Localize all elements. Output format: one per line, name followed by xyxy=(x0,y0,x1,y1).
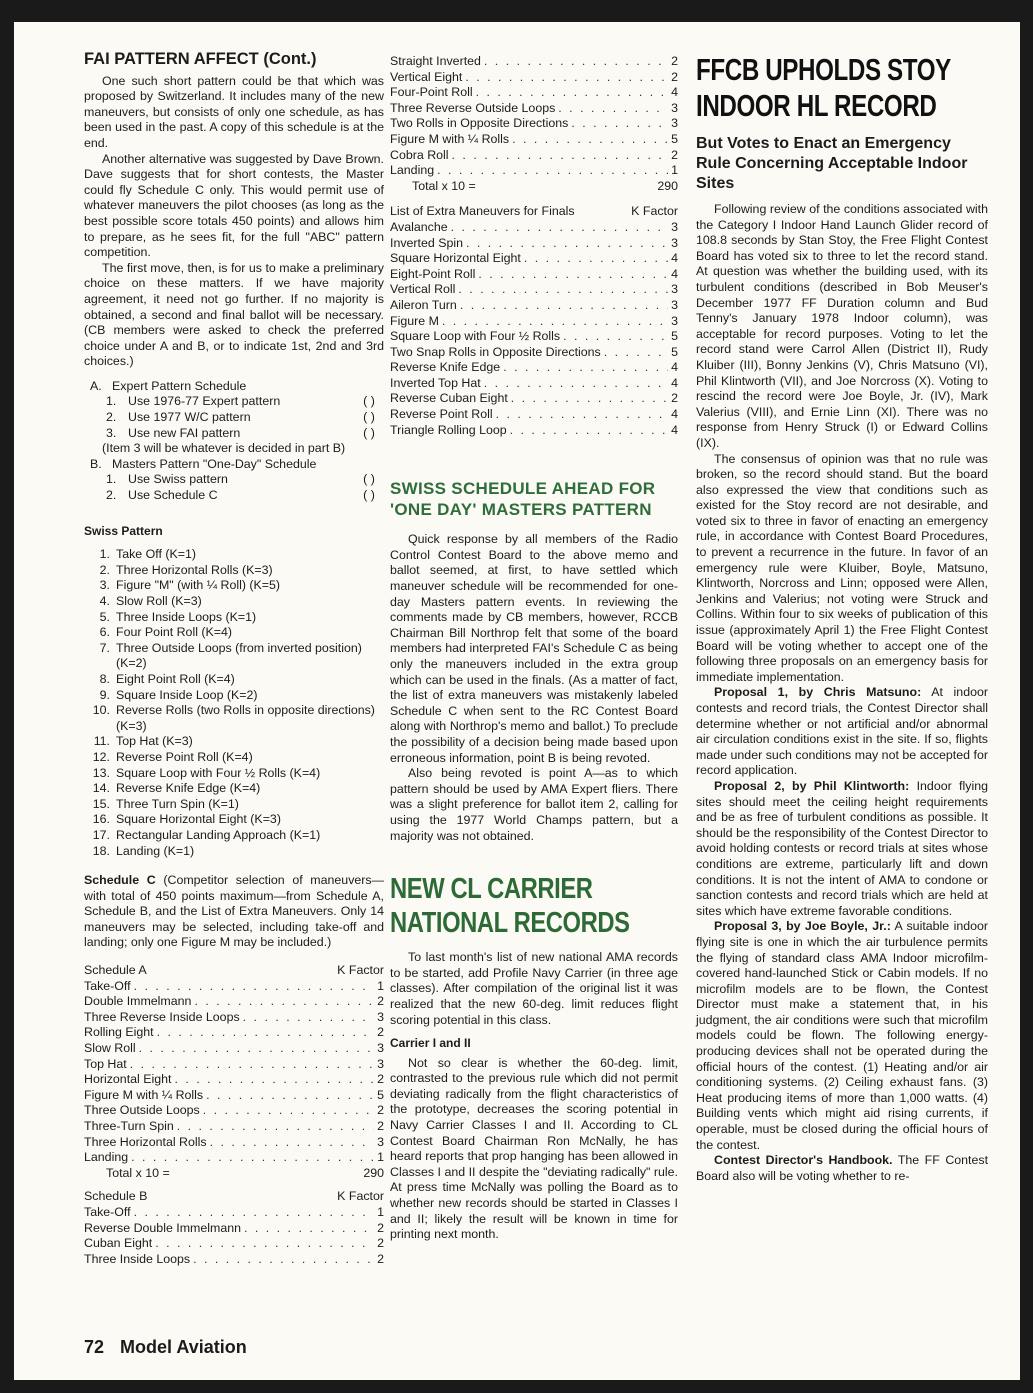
maneuver-name: Three-Turn Spin xyxy=(84,1119,174,1133)
maneuver-row xyxy=(390,101,678,117)
maneuver-name: Inverted Top Hat xyxy=(390,375,481,390)
k-factor-value: 1 xyxy=(377,1204,384,1219)
k-factor-value: 4 xyxy=(671,251,678,266)
k-factor-value: 2 xyxy=(671,69,678,84)
maneuver-row xyxy=(390,423,678,439)
swiss-maneuver xyxy=(84,734,384,750)
maneuver-name: Three Horizontal Rolls xyxy=(84,1134,207,1149)
ballot-item xyxy=(84,426,384,442)
maneuver-row xyxy=(84,1205,384,1221)
maneuver-row xyxy=(390,116,678,132)
k-factor-header: K Factor xyxy=(631,204,678,219)
k-factor-value: 2 xyxy=(377,994,384,1009)
ballot-text: (Item 3 will be whatever is decided in part B) xyxy=(102,441,346,456)
maneuver-row xyxy=(390,85,678,101)
ballot-checkbox: ( ) xyxy=(363,488,375,503)
ballot-text: Expert Pattern Schedule xyxy=(112,378,247,393)
ballot-number: 1. xyxy=(106,394,117,409)
maneuver-name: Slow Roll xyxy=(84,1041,136,1056)
maneuver-name: Figure M with ¼ Rolls xyxy=(390,131,510,146)
proposal-1 xyxy=(696,685,988,779)
list-number: 16. xyxy=(92,812,110,827)
maneuver-name: Triangle Rolling Loop xyxy=(390,422,507,437)
magazine-page xyxy=(14,22,1020,1380)
dot-leader xyxy=(206,1088,374,1104)
dot-leader xyxy=(604,345,668,361)
maneuver-name: Square Loop with Four ½ Rolls xyxy=(390,329,561,344)
maneuver-name: Aileron Turn xyxy=(390,297,457,312)
list-text: Square Inside Loop (K=2) xyxy=(116,687,258,702)
dot-leader xyxy=(155,1236,374,1252)
k-factor-value: 4 xyxy=(671,266,678,281)
ballot-item xyxy=(84,472,384,488)
swiss-maneuver xyxy=(84,672,384,688)
maneuver-name: Vertical Roll xyxy=(390,282,456,297)
maneuver-name: Cuban Eight xyxy=(84,1236,153,1251)
extra-maneuvers-table xyxy=(390,204,678,438)
k-factor-value: 2 xyxy=(377,1025,384,1040)
dot-leader xyxy=(466,236,668,252)
maneuver-row xyxy=(390,407,678,423)
maneuver-name: Figure M xyxy=(390,313,439,328)
proposal-2 xyxy=(696,779,988,919)
k-factor-value: 3 xyxy=(377,1009,384,1024)
dot-leader xyxy=(465,70,668,86)
maneuver-name: Avalanche xyxy=(390,219,448,234)
fai-heading: FAI PATTERN AFFECT (Cont.) xyxy=(84,50,317,68)
list-number: 10. xyxy=(92,703,110,718)
swiss-headline: SWISS SCHEDULE AHEAD FOR 'ONE DAY' MASTERS PATTERN xyxy=(390,479,656,520)
dot-leader xyxy=(139,1041,374,1057)
maneuver-row xyxy=(390,391,678,407)
proposal-3 xyxy=(696,919,988,1153)
dot-leader xyxy=(134,979,374,995)
paragraph: Also being revoted is point A—as to which pattern should be used by AMA Expert fliers. There was a slight preference for ballot item 2, calling for using the 1977 World Champs pattern, but a majority was not obtained. xyxy=(390,766,678,843)
swiss-maneuver xyxy=(84,578,384,594)
list-text: Three Inside Loops (K=1) xyxy=(116,609,257,624)
list-number: 2. xyxy=(99,562,110,577)
proposal-3-text: A suitable indoor flying site is one in which the air turbulence permits the flying of standard class AMA Indoor microfilm-covered hand-launched Stick or Cabin models. If no microfilm models are to be flown, the Contest Director must make a statement that, in his judgment, the air conditions were such that microfilm models could be flown. The following energy-producing devices shall not be operated during the official hours of the contest. (1) Heating and/or air conditioning systems. (2) Ceiling exhaust fans. (3) Heat producing items of more than 1,000 watts. (4) Building vents which might aid rising currents, if operable, must be closed during the official hours of the contest. xyxy=(696,919,989,1152)
k-factor-value: 2 xyxy=(671,54,678,68)
dot-leader xyxy=(134,1205,374,1221)
maneuver-row xyxy=(84,1072,384,1088)
maneuver-row xyxy=(390,267,678,283)
k-factor-value: 5 xyxy=(671,131,678,146)
maneuver-name: Reverse Cuban Eight xyxy=(390,391,508,406)
schedule-c-label: Schedule C xyxy=(84,873,156,888)
list-number: 6. xyxy=(99,625,110,640)
maneuver-name: Three Reverse Outside Loops xyxy=(390,100,556,115)
list-number: 7. xyxy=(99,640,110,655)
maneuver-name: Cobra Roll xyxy=(390,147,449,162)
maneuver-name: Reverse Knife Edge xyxy=(390,360,501,375)
column-left xyxy=(84,48,384,1267)
maneuver-row xyxy=(84,1119,384,1135)
maneuver-name: Rolling Eight xyxy=(84,1025,154,1040)
dot-leader xyxy=(177,1119,374,1135)
ffcb-subhead: But Votes to Enact an Emergency Rule Concerning Acceptable Indoor Sites xyxy=(696,135,968,192)
list-text: Reverse Point Roll (K=4) xyxy=(116,749,253,764)
ballot-item xyxy=(84,457,384,473)
k-factor-value: 3 xyxy=(377,1041,384,1056)
dot-leader xyxy=(460,298,668,314)
swiss-maneuver xyxy=(84,750,384,766)
cl-headline-line1: NEW CL CARRIER xyxy=(390,873,593,906)
ballot-checkbox: ( ) xyxy=(363,425,375,440)
k-factor-value: 2 xyxy=(671,147,678,162)
k-factor-value: 3 xyxy=(671,235,678,250)
list-number: 14. xyxy=(92,781,110,796)
magazine-name: Model Aviation xyxy=(120,1337,247,1357)
schedule-a-title: Schedule A xyxy=(84,963,147,978)
maneuver-row xyxy=(390,282,678,298)
maneuver-name: Take-Off xyxy=(84,1204,131,1219)
ballot-checkbox xyxy=(354,441,384,457)
dot-leader xyxy=(503,360,668,376)
total-label: Total x 10 = xyxy=(412,178,476,193)
extra-title: List of Extra Maneuvers for Finals xyxy=(390,204,575,219)
dot-leader xyxy=(484,376,668,392)
k-factor-header: K Factor xyxy=(337,1189,384,1204)
ffcb-headline-line2: INDOOR HL RECORD xyxy=(696,88,937,123)
swiss-maneuver xyxy=(84,828,384,844)
dot-leader xyxy=(243,1010,374,1026)
maneuver-name: Square Horizontal Eight xyxy=(390,251,521,266)
ballot-checkbox: ( ) xyxy=(363,394,375,409)
k-factor-value: 3 xyxy=(377,1134,384,1149)
maneuver-name: Double Immelmann xyxy=(84,994,192,1009)
swiss-maneuver xyxy=(84,547,384,563)
list-number: 13. xyxy=(92,765,110,780)
maneuver-row xyxy=(84,1103,384,1119)
swiss-pattern-list xyxy=(84,547,384,859)
maneuver-row xyxy=(84,1221,384,1237)
maneuver-row xyxy=(390,148,678,164)
column-right xyxy=(696,52,988,1184)
maneuver-row xyxy=(390,132,678,148)
list-text: Square Horizontal Eight (K=3) xyxy=(116,812,281,827)
ballot-number: A. xyxy=(90,378,102,393)
proposal-1-label: Proposal 1, by Chris Matsuno: xyxy=(714,685,922,700)
handbook-text: The FF Contest Board also will be voting whether to re- xyxy=(696,1153,989,1183)
list-number: 5. xyxy=(99,609,110,624)
list-text: Four Point Roll (K=4) xyxy=(116,625,233,640)
swiss-maneuver xyxy=(84,766,384,782)
k-factor-value: 1 xyxy=(377,978,384,993)
maneuver-row xyxy=(390,360,678,376)
ballot-item xyxy=(84,394,384,410)
swiss-maneuver xyxy=(84,610,384,626)
maneuver-row xyxy=(390,54,678,70)
handbook-label: Contest Director's Handbook. xyxy=(714,1153,893,1168)
ballot-text: Use Swiss pattern xyxy=(128,472,228,487)
k-factor-value: 4 xyxy=(671,360,678,375)
ballot-number: B. xyxy=(90,456,102,471)
maneuver-name: Horizontal Eight xyxy=(84,1072,172,1087)
paragraph: Quick response by all members of the Radio Control Contest Board to the above memo and ballot seemed, at first, to have settled which maneuver schedule will be recommended for one-day Masters pattern events. In reviewing the comments made by CB members, however, RCCB Chairman Bill Northrop felt that some of the board members had interpreted FAI's Schedule C as being only the maneuvers included in the extra group which can be used in the finals. (As a matter of fact, the list of extra maneuvers was mistakenly labeled Schedule C when sent to the RC Contest Board along with Northrop's memo and ballot.) To preclude the possibility of a decision being made based upon erroneous information, point B is being revoted. xyxy=(390,532,678,765)
k-factor-value: 2 xyxy=(377,1072,384,1087)
maneuver-name: Three Outside Loops xyxy=(84,1103,200,1118)
swiss-pattern-heading: Swiss Pattern xyxy=(84,523,163,538)
schedule-b-table xyxy=(84,1189,384,1267)
maneuver-name: Four-Point Roll xyxy=(390,85,473,100)
maneuver-name: Reverse Point Roll xyxy=(390,407,493,422)
dot-leader xyxy=(478,267,668,283)
list-number: 15. xyxy=(92,796,110,811)
ballot-item xyxy=(84,441,384,457)
ballot-number: 1. xyxy=(106,472,117,487)
list-text: Figure "M" (with ¼ Roll) (K=5) xyxy=(116,578,281,593)
dot-leader xyxy=(511,391,668,407)
k-factor-header: K Factor xyxy=(337,963,384,978)
k-factor-value: 3 xyxy=(671,297,678,312)
k-factor-value: 4 xyxy=(671,422,678,437)
list-text: Take Off (K=1) xyxy=(116,547,196,562)
maneuver-name: Figure M with ¼ Rolls xyxy=(84,1087,204,1102)
dot-leader xyxy=(571,116,668,132)
paragraph: To last month's list of new national AMA records to be started, add Profile Navy Carrier (in three age classes). After compilation of the original list it was realized that the new 60-deg. limit reduces flight scoring potential in this class. xyxy=(390,950,678,1027)
list-text: Landing (K=1) xyxy=(116,843,195,858)
swiss-maneuver xyxy=(84,563,384,579)
ballot-text: Use 1977 W/C pattern xyxy=(128,410,251,425)
swiss-maneuver xyxy=(84,797,384,813)
list-text: Three Horizontal Rolls (K=3) xyxy=(116,562,273,577)
maneuver-row xyxy=(84,1135,384,1151)
dot-leader xyxy=(130,1057,374,1073)
maneuver-row xyxy=(390,314,678,330)
maneuver-name: Three Reverse Inside Loops xyxy=(84,1009,240,1024)
dot-leader xyxy=(131,1150,374,1166)
maneuver-row xyxy=(84,1010,384,1026)
list-number: 17. xyxy=(92,827,110,842)
carrier-subhead: Carrier I and II xyxy=(390,1036,471,1051)
proposal-3-label: Proposal 3, by Joe Boyle, Jr.: xyxy=(714,919,891,934)
schedule-a-table xyxy=(84,963,384,1181)
total-value: 290 xyxy=(657,178,678,193)
ballot-text: Use new FAI pattern xyxy=(128,425,241,440)
maneuver-row xyxy=(390,163,678,179)
k-factor-value: 2 xyxy=(377,1236,384,1251)
k-factor-value: 3 xyxy=(671,116,678,131)
dot-leader xyxy=(157,1025,375,1041)
maneuver-row xyxy=(84,994,384,1010)
paragraph: Following review of the conditions associated with the Category I Indoor Hand Launch Glider record of 108.8 seconds by Stan Stoy, the Free Flight Contest Board has voted six to three to let the record stand. At question was whether the building used, with its turbulent conditions (described in Bob Meuser's December 1977 FF Duration column and Bud Tenny's January 1978 Indoor column), was acceptable for record purposes. Voting to let the record stand were Carrol Allen (District II), Rudy Kluiber (III), Bonny Jenkins (V), Chris Matsuno (VI), Phil Klintworth (VII), and Joe Norcross (X). Voting to rescind the record were Joe Boyle, Jr. (IV), Mark Valerius (VIII), and Ernie Linn (XI). There was no response from Henry Struck (I) or Edward Collins (IX). xyxy=(696,202,988,450)
dot-leader xyxy=(174,1072,374,1088)
dot-leader xyxy=(563,329,668,345)
dot-leader xyxy=(476,85,668,101)
maneuver-row xyxy=(84,1088,384,1104)
paragraph: Another alternative was suggested by Dave Brown. Dave suggests that for short contests, the Master could fly Schedule C only. This would permit use of whatever maneuvers the pilot chooses (as long as the best possible score totals 450 points) and allows him to prepare, as he sees fit, for the full "ABC" pattern competition. xyxy=(84,151,384,260)
list-text: Slow Roll (K=3) xyxy=(116,594,202,608)
k-factor-value: 1 xyxy=(377,1150,384,1165)
swiss-maneuver xyxy=(84,594,384,610)
k-factor-value: 4 xyxy=(671,375,678,390)
ballot-checkbox: ( ) xyxy=(363,410,375,425)
dot-leader xyxy=(452,148,669,164)
dot-leader xyxy=(451,220,668,236)
maneuver-row xyxy=(390,70,678,86)
k-factor-value: 4 xyxy=(671,85,678,100)
list-text: Three Outside Loops (from inverted position) (K=2) xyxy=(116,640,362,671)
ballot-checkbox xyxy=(354,457,384,473)
maneuver-name: Two Rolls in Opposite Directions xyxy=(390,116,569,131)
k-factor-value: 4 xyxy=(671,407,678,422)
handbook-paragraph xyxy=(696,1153,988,1184)
maneuver-row xyxy=(84,979,384,995)
k-factor-value: 2 xyxy=(377,1220,384,1235)
k-factor-value: 3 xyxy=(377,1056,384,1071)
ballot-text: Use Schedule C xyxy=(128,488,218,503)
dot-leader xyxy=(510,423,668,439)
maneuver-row xyxy=(84,1150,384,1166)
list-text: Top Hat (K=3) xyxy=(116,734,193,749)
dot-leader xyxy=(244,1221,374,1237)
k-factor-value: 2 xyxy=(377,1103,384,1118)
cl-headline xyxy=(390,872,678,940)
ballot-text: Use 1976-77 Expert pattern xyxy=(128,394,281,409)
dot-leader xyxy=(496,407,668,423)
k-factor-value: 2 xyxy=(377,1119,384,1133)
dot-leader xyxy=(203,1103,374,1119)
maneuver-row xyxy=(390,251,678,267)
dot-leader xyxy=(558,101,668,117)
maneuver-name: Eight-Point Roll xyxy=(390,266,476,281)
schedule-c-description xyxy=(84,873,384,951)
dot-leader xyxy=(193,1252,374,1268)
schedule-c-text: (Competitor selection of maneuvers—with total of 450 points maximum—from Schedule A, Schedule B, and the List of Extra Maneuvers. Only 14 maneuvers may be selected, including take-off and landing; only one Figure M may be included.) xyxy=(84,873,384,950)
maneuver-name: Three Inside Loops xyxy=(84,1251,191,1266)
maneuver-row xyxy=(84,1252,384,1268)
list-number: 11. xyxy=(93,734,110,749)
schedule-b-title: Schedule B xyxy=(84,1189,148,1204)
list-number: 4. xyxy=(99,594,110,608)
column-middle xyxy=(390,54,678,1243)
dot-leader xyxy=(194,994,374,1010)
k-factor-value: 3 xyxy=(671,282,678,297)
dot-leader xyxy=(524,251,668,267)
k-factor-value: 2 xyxy=(671,391,678,406)
maneuver-name: Landing xyxy=(84,1150,129,1165)
proposal-1-text: At indoor contests and record trials, the Contest Director shall determine whether or not artificial and/or abnormal air circulation conditions exist in the site. If so, flights made under such conditions may not be accepted for record application. xyxy=(696,685,988,778)
maneuver-row xyxy=(390,220,678,236)
maneuver-row xyxy=(84,1057,384,1073)
swiss-maneuver xyxy=(84,688,384,704)
ballot-item xyxy=(84,410,384,426)
dot-leader xyxy=(210,1135,375,1151)
dot-leader xyxy=(512,132,668,148)
k-factor-value: 3 xyxy=(671,313,678,328)
list-number: 18. xyxy=(92,843,110,858)
ballot-checkbox xyxy=(354,379,384,395)
maneuver-name: Top Hat xyxy=(84,1056,127,1071)
dot-leader xyxy=(458,282,668,298)
maneuver-row xyxy=(84,1236,384,1252)
ffcb-headline-line1: FFCB UPHOLDS STOY xyxy=(696,52,951,87)
dot-leader xyxy=(437,163,668,179)
list-text: Three Turn Spin (K=1) xyxy=(116,796,239,811)
ballot-item xyxy=(84,488,384,504)
total-label: Total x 10 = xyxy=(106,1165,170,1180)
k-factor-value: 5 xyxy=(671,329,678,344)
proposal-2-label: Proposal 2, by Phil Klintworth: xyxy=(714,778,910,793)
k-factor-value: 5 xyxy=(671,344,678,359)
page-number: 72 xyxy=(84,1337,105,1357)
paragraph: One such short pattern could be that which was proposed by Switzerland. It includes many of the new maneuvers, but consists of only one schedule, as has been used in the past. A copy of this schedule is at the end. xyxy=(84,73,384,150)
total-value: 290 xyxy=(363,1165,384,1180)
maneuver-name: Reverse Double Immelmann xyxy=(84,1220,242,1235)
ballot-number: 2. xyxy=(106,410,117,425)
list-text: Square Loop with Four ½ Rolls (K=4) xyxy=(116,765,321,780)
maneuver-row xyxy=(390,376,678,392)
proposal-2-text: Indoor flying sites should meet the ceiling height requirements and be as free of turbulent conditions as possible. It should be the responsibility of the Contest Director to avoid holding contests or record trials at sites whose conditions are extreme, particularly lift and down conditions. It is not the intent of AMA to condone or sanction contests and record trials which are held at sites which have extreme favorable conditions. xyxy=(696,778,988,918)
maneuver-name: Take-Off xyxy=(84,978,131,993)
maneuver-row xyxy=(390,329,678,345)
list-text: Reverse Rolls (two Rolls in opposite directions) (K=3) xyxy=(116,703,375,733)
maneuver-row xyxy=(84,1041,384,1057)
cl-headline-line2: NATIONAL RECORDS xyxy=(390,907,630,940)
swiss-maneuver xyxy=(84,625,384,641)
list-number: 3. xyxy=(99,578,110,593)
paragraph: The consensus of opinion was that no rule was broken, so the record should stand. But the board also expressed the view that conditions such as existed for the Stoy record are not desirable, and voted six to three in favor of enacting an emergency rule, in accordance with Contest Board Procedures, to prevent a recurrence in the future. In favor of an emergency rule were Kluiber, Boyle, Matsuno, Klintworth, Norcross and Linn; opposed were Allen, Jenkins and Valerius; not voting were Struck and Collins. Within four to six weeks of publication of this issue (approximately April 1) the Free Flight Contest Board will be voting whether to accept one of the following three proposals on an emergency basis for immediate implementation. xyxy=(696,451,988,684)
k-factor-value: 3 xyxy=(671,219,678,234)
list-number: 9. xyxy=(99,687,110,702)
ballot-list xyxy=(84,379,384,504)
list-text: Eight Point Roll (K=4) xyxy=(116,671,235,686)
k-factor-value: 2 xyxy=(377,1251,384,1266)
k-factor-value: 3 xyxy=(671,100,678,115)
maneuver-name: Straight Inverted xyxy=(390,54,481,68)
swiss-maneuver xyxy=(84,844,384,860)
k-factor-value: 5 xyxy=(377,1087,384,1102)
swiss-maneuver xyxy=(84,703,384,734)
k-factor-value: 1 xyxy=(671,163,678,178)
page-footer xyxy=(84,1337,263,1358)
ballot-number: 2. xyxy=(106,488,117,503)
ballot-checkbox: ( ) xyxy=(363,472,375,487)
maneuver-row xyxy=(390,298,678,314)
maneuver-row xyxy=(390,345,678,361)
list-text: Reverse Knife Edge (K=4) xyxy=(116,781,261,796)
list-number: 8. xyxy=(99,671,110,686)
paragraph: Not so clear is whether the 60-deg. limit, contrasted to the previous rule which did not permit deviating radically from the flight characteristics of the prototype, decreases the scoring potential in Navy Carrier Classes I and II. According to CL Contest Board Chairman Ron McNally, he has heard reports that prop hanging has been allowed in Classes I and II despite the "deviating radically" rule. At press time McNally was polling the Board as to whether new records should be started in Classes I and II; likely the result will be known in time for printing next month. xyxy=(390,1055,678,1242)
ballot-text: Masters Pattern "One-Day" Schedule xyxy=(112,456,317,471)
maneuver-row xyxy=(84,1025,384,1041)
swiss-maneuver xyxy=(84,641,384,672)
dot-leader xyxy=(484,54,668,70)
schedule-b-continued xyxy=(390,54,678,179)
maneuver-name: Landing xyxy=(390,163,435,178)
paragraph: The first move, then, is for us to make a preliminary choice on these matters. If we have majority agreement, it need not go further. If no majority is obtained, a second and final ballot will be necessary. (CB members were asked to check the preferred choice under A and B, or to indicate 1st, 2nd and 3rd choices.) xyxy=(84,260,384,369)
maneuver-name: Inverted Spin xyxy=(390,235,464,250)
maneuver-name: Two Snap Rolls in Opposite Directions xyxy=(390,344,601,359)
swiss-maneuver xyxy=(84,781,384,797)
dot-leader xyxy=(442,314,668,330)
ballot-item xyxy=(84,379,384,395)
maneuver-name: Vertical Eight xyxy=(390,69,463,84)
list-number: 12. xyxy=(92,749,110,764)
list-text: Rectangular Landing Approach (K=1) xyxy=(116,827,321,842)
ballot-number: 3. xyxy=(106,425,117,440)
list-number: 1. xyxy=(99,547,110,562)
maneuver-row xyxy=(390,236,678,252)
swiss-maneuver xyxy=(84,812,384,828)
